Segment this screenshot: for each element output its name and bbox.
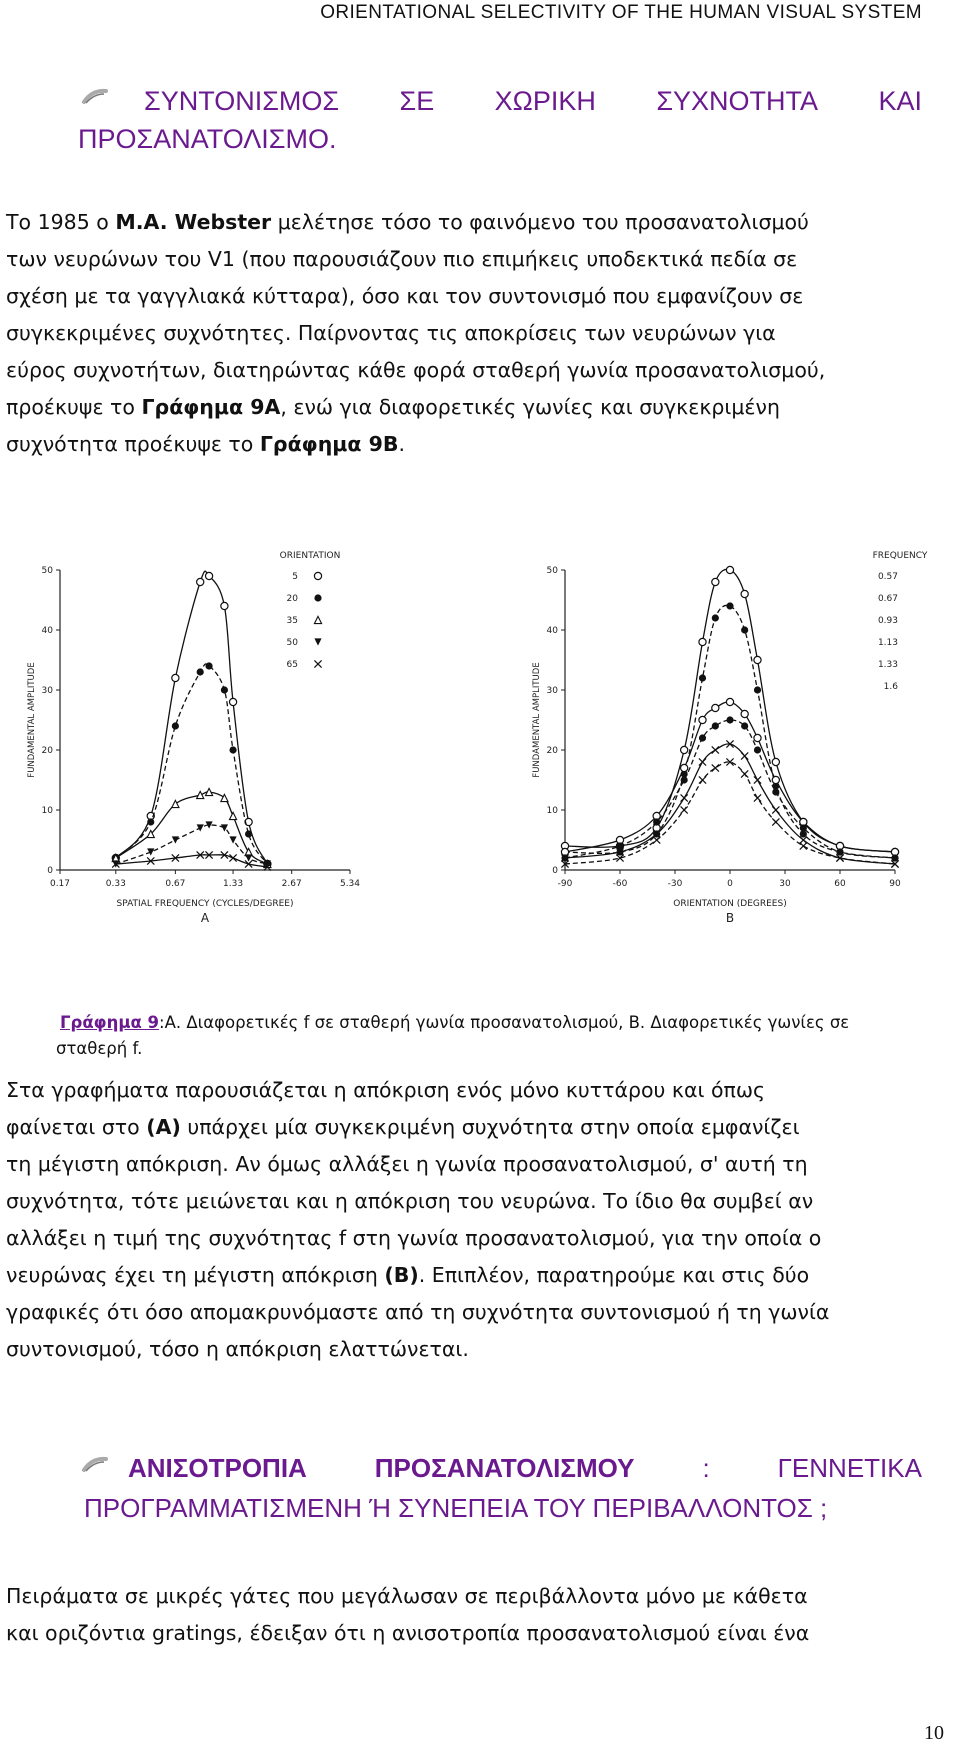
data-point: [800, 824, 807, 831]
legend-label: 1.6: [883, 682, 898, 692]
data-point: [699, 734, 706, 741]
text-line: [6, 1257, 930, 1294]
chart-b: [532, 551, 928, 925]
caption-label: Γράφημα 9: [60, 1013, 160, 1032]
y-tick-label: 30: [546, 686, 558, 696]
text-line: συχνότητα, τότε μειώνεται και η απόκριση του νευρώνα. Το ίδιο θα συμβεί αν: [6, 1189, 814, 1213]
title-word: :: [702, 1453, 710, 1483]
data-point: [712, 578, 719, 585]
x-tick-label: 5.34: [339, 879, 361, 889]
title-line-1: [86, 1448, 922, 1488]
data-point: [172, 800, 179, 807]
series-line: [116, 664, 268, 864]
data-point: [726, 716, 733, 723]
x-tick-label: 0: [727, 879, 733, 889]
figure-caption: [56, 1010, 930, 1062]
data-point: [172, 674, 179, 681]
data-point: [197, 578, 204, 585]
text-line: των νευρώνων του V1 (που παρουσιάζουν πιο επιμήκεις υποδεκτικά πεδία σε: [6, 247, 798, 271]
data-point: [172, 836, 179, 843]
text-span: προέκυψε το: [6, 395, 142, 419]
data-point: [699, 674, 706, 681]
y-tick-label: 0: [47, 866, 53, 876]
bullet-icon: [82, 88, 108, 106]
text-line: και οριζόντια gratings, έδειξαν ότι η ανισοτροπία προσανατολισμού είναι ένα: [6, 1621, 810, 1645]
page-number: 10: [924, 1722, 944, 1744]
series-line: [565, 762, 895, 864]
x-tick-label: 1.33: [223, 879, 244, 889]
data-point: [205, 662, 212, 669]
data-point: [772, 758, 779, 765]
x-tick-label: 0.67: [165, 879, 186, 889]
data-point: [221, 686, 228, 693]
data-point: [726, 698, 733, 705]
data-point: [699, 716, 706, 723]
data-point: [314, 638, 321, 645]
data-point: [836, 848, 843, 855]
text-line: [6, 204, 930, 241]
text-line: συντονισμού, τόσο η απόκριση ελαττώνεται.: [6, 1337, 469, 1361]
data-point: [229, 836, 236, 843]
x-tick-label: 30: [779, 879, 791, 889]
y-tick-label: 40: [41, 626, 53, 636]
data-point: [726, 566, 733, 573]
data-point: [229, 812, 236, 819]
legend-label: 35: [286, 616, 298, 626]
text-line: [6, 389, 930, 426]
title-line-1: [86, 82, 922, 120]
data-point: [197, 668, 204, 675]
data-point: [314, 594, 321, 601]
data-point: [197, 791, 204, 798]
data-point: [245, 854, 252, 861]
data-point: [712, 614, 719, 621]
legend-label: 1.33: [877, 660, 898, 670]
title-line-2: ΠΡΟΣΑΝΑΤΟΛΙΣΜΟ.: [78, 124, 337, 154]
text-span: Το 1985 ο: [6, 210, 116, 234]
x-tick-label: -60: [612, 879, 628, 889]
legend-label: 0.67: [877, 594, 898, 604]
data-point: [754, 686, 761, 693]
legend-title: ORIENTATION: [279, 551, 341, 561]
data-point: [754, 734, 761, 741]
author-name: M.A. Webster: [115, 210, 272, 234]
legend-label: 0.93: [877, 616, 898, 626]
data-point: [147, 848, 154, 855]
x-tick-label: 60: [834, 879, 846, 889]
y-tick-label: 50: [41, 566, 53, 576]
data-point: [172, 722, 179, 729]
x-tick-label: 90: [889, 879, 901, 889]
discussion-paragraph: [6, 1072, 930, 1368]
text-line: τη μέγιστη απόκριση. Αν όμως αλλάξει η γωνία προσανατολισμού, σ' αυτή τη: [6, 1152, 808, 1176]
data-point: [741, 590, 748, 597]
series-line: [116, 571, 268, 864]
y-tick-label: 0: [552, 866, 558, 876]
data-point: [712, 722, 719, 729]
data-point: [712, 704, 719, 711]
x-tick-label: 0.17: [49, 879, 71, 889]
y-tick-label: 20: [546, 746, 558, 756]
y-axis-label: FUNDAMENTAL AMPLITUDE: [27, 662, 37, 778]
figure-9: [27, 551, 940, 980]
caption-text: :Α. Διαφορετικές f σε σταθερή γωνία προσανατολισμού, Β. Διαφορετικές γωνίες σε: [159, 1013, 850, 1032]
data-point: [314, 616, 321, 623]
x-axis-label: ORIENTATION (DEGREES): [673, 899, 787, 909]
title-word: ΓΕΝΝΕΤΙΚΑ: [777, 1453, 922, 1483]
data-point: [726, 602, 733, 609]
data-point: [681, 746, 688, 753]
running-header: ORIENTATIONAL SELECTIVITY OF THE HUMAN VISUAL SYSTEM: [320, 2, 922, 23]
data-point: [197, 824, 204, 831]
data-point: [741, 626, 748, 633]
data-point: [653, 818, 660, 825]
data-point: [772, 776, 779, 783]
legend-label: 50: [286, 638, 298, 648]
data-point: [205, 572, 212, 579]
data-point: [681, 776, 688, 783]
data-point: [754, 746, 761, 753]
y-tick-label: 30: [41, 686, 53, 696]
data-point: [245, 830, 252, 837]
text-span: . Επιπλέον, παρατηρούμε και στις δύο: [418, 1263, 810, 1287]
text-line: γραφικές ότι όσο απομακρυνόμαστε από τη συχνότητα συντονισμού ή τη γωνία: [6, 1300, 830, 1324]
series-line: [565, 702, 895, 852]
y-tick-label: 50: [546, 566, 558, 576]
y-tick-label: 20: [41, 746, 53, 756]
legend-label: 0.57: [877, 572, 898, 582]
x-tick-label: 2.67: [281, 879, 302, 889]
legend-label: 5: [292, 572, 298, 582]
y-tick-label: 10: [546, 806, 558, 816]
panel-label: B: [725, 911, 735, 925]
anisotropy-paragraph: [6, 1578, 930, 1652]
text-span: υπάρχει μία συγκεκριμένη συχνότητα στην οποία εμφανίζει: [180, 1115, 800, 1139]
series-line: [565, 569, 895, 852]
legend-label: 1.13: [877, 638, 898, 648]
text-span: συχνότητα προέκυψε το: [6, 432, 260, 456]
x-tick-label: -30: [667, 879, 683, 889]
text-line: Στα γραφήματα παρουσιάζεται η απόκριση ενός μόνο κυττάρου και όπως: [6, 1078, 766, 1102]
text-line: σχέση με τα γαγγλιακά κύτταρα), όσο και τον συντονισμό που εμφανίζουν σε: [6, 284, 804, 308]
data-point: [314, 572, 321, 579]
data-point: [754, 656, 761, 663]
text-span: μελέτησε τόσο το φαινόμενο του προσανατολισμού: [271, 210, 809, 234]
title-line-2: ΠΡΟΓΡΑΜΜΑΤΙΣΜΕΝΗ Ή ΣΥΝΕΠΕΙΑ ΤΟΥ ΠΕΡΙΒΑΛΛΟΝΤΟΣ ;: [84, 1493, 828, 1523]
data-point: [681, 764, 688, 771]
y-tick-label: 10: [41, 806, 53, 816]
title-word: ΑΝΙΣΟΤΡΟΠΙΑ: [128, 1453, 307, 1483]
intro-paragraph: [6, 204, 930, 463]
data-point: [891, 854, 898, 861]
data-point: [772, 788, 779, 795]
legend-label: 65: [286, 660, 298, 670]
title-word: ΠΡΟΣΑΝΑΤΟΛΙΣΜΟΥ: [374, 1453, 635, 1483]
figure-ref: Γράφημα 9Β: [259, 432, 399, 456]
y-axis-label: FUNDAMENTAL AMPLITUDE: [532, 662, 542, 778]
text-line: [6, 426, 930, 463]
panel-label: A: [200, 911, 210, 925]
section-title-tuning: [78, 82, 922, 158]
x-axis-label: SPATIAL FREQUENCY (CYCLES/DEGREE): [116, 899, 294, 909]
title-word: ΧΩΡΙΚΗ: [494, 86, 596, 116]
text-line: εύρος συχνοτήτων, διατηρώντας κάθε φορά σταθερή γωνία προσανατολισμού,: [6, 358, 826, 382]
legend-title: FREQUENCY: [872, 551, 928, 561]
figure-ref: Γράφημα 9Α: [141, 395, 281, 419]
text-line: [6, 1109, 930, 1146]
chart-a: [27, 551, 360, 925]
series-line: [116, 855, 268, 867]
text-span: , ενώ για διαφορετικές γωνίες και συγκεκριμένη: [280, 395, 780, 419]
y-tick-label: 40: [546, 626, 558, 636]
x-tick-label: -90: [557, 879, 573, 889]
series-line: [565, 720, 895, 858]
section-title-anisotropy: [86, 1448, 922, 1528]
data-point: [221, 602, 228, 609]
data-point: [741, 722, 748, 729]
title-word: ΣΕ: [399, 86, 435, 116]
series-line: [565, 605, 895, 858]
text-line: Πειράματα σε μικρές γάτες που μεγάλωσαν σε περιβάλλοντα μόνο με κάθετα: [6, 1584, 808, 1608]
panel-ref: (Β): [384, 1263, 419, 1287]
data-point: [229, 698, 236, 705]
title-word: ΚΑΙ: [878, 86, 922, 116]
bullet-icon: [82, 1456, 108, 1474]
text-line: αλλάξει η τιμή της συχνότητας f στη γωνία προσανατολισμού, για την οποία ο: [6, 1226, 822, 1250]
title-word: ΣΥΝΤΟΝΙΣΜΟΣ: [144, 86, 340, 116]
panel-ref: (Α): [146, 1115, 181, 1139]
text-line: συγκεκριμένες συχνότητες. Παίρνοντας τις αποκρίσεις των νευρώνων για: [6, 321, 776, 345]
text-span: .: [398, 432, 406, 456]
text-span: φαίνεται στο: [6, 1115, 147, 1139]
data-point: [741, 710, 748, 717]
text-span: νευρώνας έχει τη μέγιστη απόκριση: [6, 1263, 385, 1287]
data-point: [229, 746, 236, 753]
legend-label: 20: [286, 594, 298, 604]
data-point: [147, 818, 154, 825]
data-point: [699, 638, 706, 645]
x-tick-label: 0.33: [105, 879, 126, 889]
caption-text-2: σταθερή f.: [56, 1039, 143, 1058]
title-word: ΣΥΧΝΟΤΗΤΑ: [656, 86, 819, 116]
data-point: [616, 842, 623, 849]
